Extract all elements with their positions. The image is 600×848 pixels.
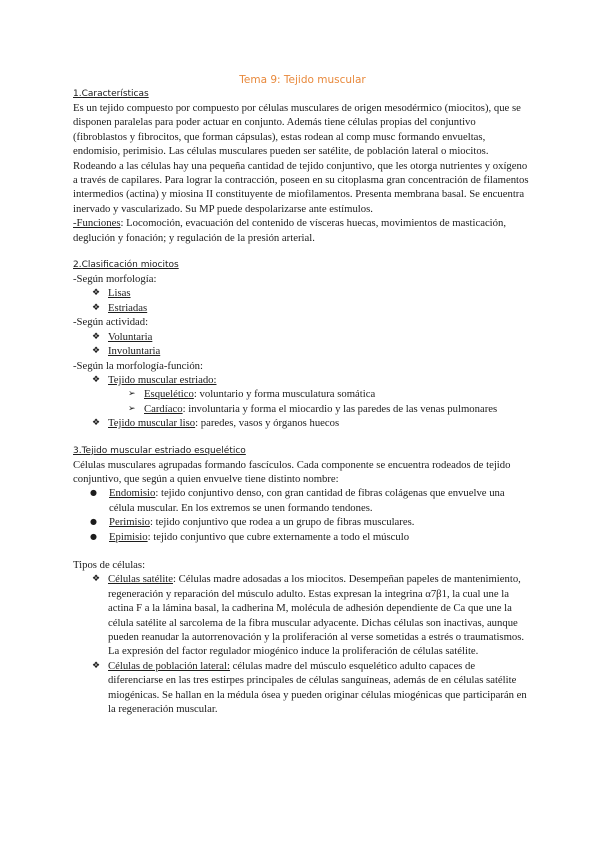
list-item — [88, 373, 532, 416]
endomisio-text: : tejido conjuntivo denso, con gran cantidad de fibras colágenas que envuelve una célula muscular. En los extremos se unen formando tendones. — [109, 487, 505, 514]
epimisio-label: Epimisio — [109, 530, 148, 543]
perimisio-label: Perimisio — [109, 516, 150, 529]
list-item — [126, 387, 532, 401]
satelite-label: Células satélite — [108, 573, 173, 586]
esqueletico-label: Esquelético — [144, 388, 194, 401]
cardiaco-label: Cardíaco — [144, 402, 183, 415]
tipos-celulas: Tipos de células: — [73, 558, 146, 571]
morfologia-list — [73, 286, 532, 315]
caracteristicas-paragraph: Es un tejido compuesto por compuesto por células musculares de origen mesodérmico (miocitos), que se disponen paralelas para poder actuar en conjunto. Además tiene células propias del conjuntivo (fibroblastos y fibrocitos, que forman cápsulas), estas rodean al comp musc formando envueltas, endomisio, perimisio. Las células musculares pueden ser satélite, de población lateral o miocitos. Rodeando a las células hay una pequeña cantidad de tejido conjuntivo, que les otorga nutrientes y oxígeno a través de capilares. Para lograr la contracción, poseen en su citoplasma gran concentración de filamentos intermedios (actina) y miosina II constituyente de miofilamentos. Presenta membrana basal. Se encuentra inervado y vascularizado. Su MP puede despolarizarse ante estímulos. — [73, 102, 529, 215]
estriado-intro: Células musculares agrupadas formando fascículos. Cada componente se encuentra rodeados de tejido conjuntivo, que según a quien envuelve tiene distinto nombre: — [73, 458, 511, 485]
satelite-text: : Células madre adosadas a los miocitos. Desempeñan papeles de mantenimiento, regeneración y reparación del músculo adulto. Estas expresan la integrina α7β1, la cual une la actina F a la lámina basal, la cadherina M, molécula de adhesión dependiente de Ca que une la célula satélite al sarcolema de la fibra muscular adyacente. Dichas células son inactivas, aunque pueden reanudar la autorrenovación y la proliferación al verse sometidas a estrés o traumatismos. La expresión del factor regulador miogénico induce la proliferación de células satélite. — [108, 573, 525, 658]
perimisio-text: : tejido conjuntivo que rodea a un grupo de fibras musculares. — [149, 516, 415, 529]
voluntaria-label: Voluntaria — [108, 330, 153, 343]
section-heading-clasificacion: 2.Clasificación miocitos — [73, 260, 179, 271]
estriadas-label: Estriadas — [108, 301, 148, 314]
morfofuncion-list — [73, 373, 532, 431]
lateral-label: Células de población lateral: — [108, 659, 230, 672]
document-title: Tema 9: Tejido muscular — [239, 74, 366, 86]
segun-morfologia: -Según morfología: — [73, 273, 157, 286]
lateral-text: células madre del músculo esquelético adulto capaces de diferenciarse en las tres estirpes principales de células sanguíneas, además de en células satélite miogénicas. Se hallan en la médula ósea y pueden originar células miogénicas que participarán en la regeneración muscular. — [108, 659, 527, 716]
list-item — [88, 530, 532, 544]
list-item — [88, 416, 532, 430]
funciones-paragraph — [73, 216, 532, 245]
involuntaria-label: Involuntaria — [108, 345, 161, 358]
section-heading-estriado-esqueletico: 3.Tejido muscular estriado esquelético — [73, 445, 246, 456]
lisas-label: Lisas — [108, 287, 131, 300]
list-item — [88, 659, 532, 717]
epimisio-text: : tejido conjuntivo que cubre externamente a todo el músculo — [147, 530, 410, 543]
list-item — [88, 330, 532, 344]
segun-actividad: -Según actividad: — [73, 316, 149, 329]
funciones-text: : Locomoción, evacuación del contenido de vísceras huecas, movimientos de masticación, deglución y fonación; y regulación de la presión arterial. — [73, 217, 507, 244]
list-item — [88, 286, 532, 300]
funciones-label: -Funciones — [73, 217, 121, 230]
estriado-sublist — [108, 387, 532, 416]
list-item — [88, 344, 532, 358]
tipos-list — [73, 572, 532, 716]
liso-label: Tejido muscular liso — [108, 417, 196, 430]
section-heading-caracteristicas: 1.Características — [73, 89, 149, 99]
actividad-list — [73, 330, 532, 359]
list-item — [88, 515, 532, 529]
envolturas-list — [73, 486, 532, 544]
segun-morfologia-funcion: -Según la morfología-función: — [73, 359, 203, 372]
list-item — [126, 402, 532, 416]
list-item — [88, 486, 532, 515]
list-item — [88, 301, 532, 315]
esqueletico-text: : voluntario y forma musculatura somática — [193, 388, 376, 401]
list-item — [88, 572, 532, 658]
estriado-label: Tejido muscular estriado: — [108, 373, 217, 386]
endomisio-label: Endomisio — [109, 487, 156, 500]
liso-text: : paredes, vasos y órganos huecos — [195, 417, 340, 430]
cardiaco-text: : involuntaria y forma el miocardio y las paredes de las venas pulmonares — [182, 402, 498, 415]
